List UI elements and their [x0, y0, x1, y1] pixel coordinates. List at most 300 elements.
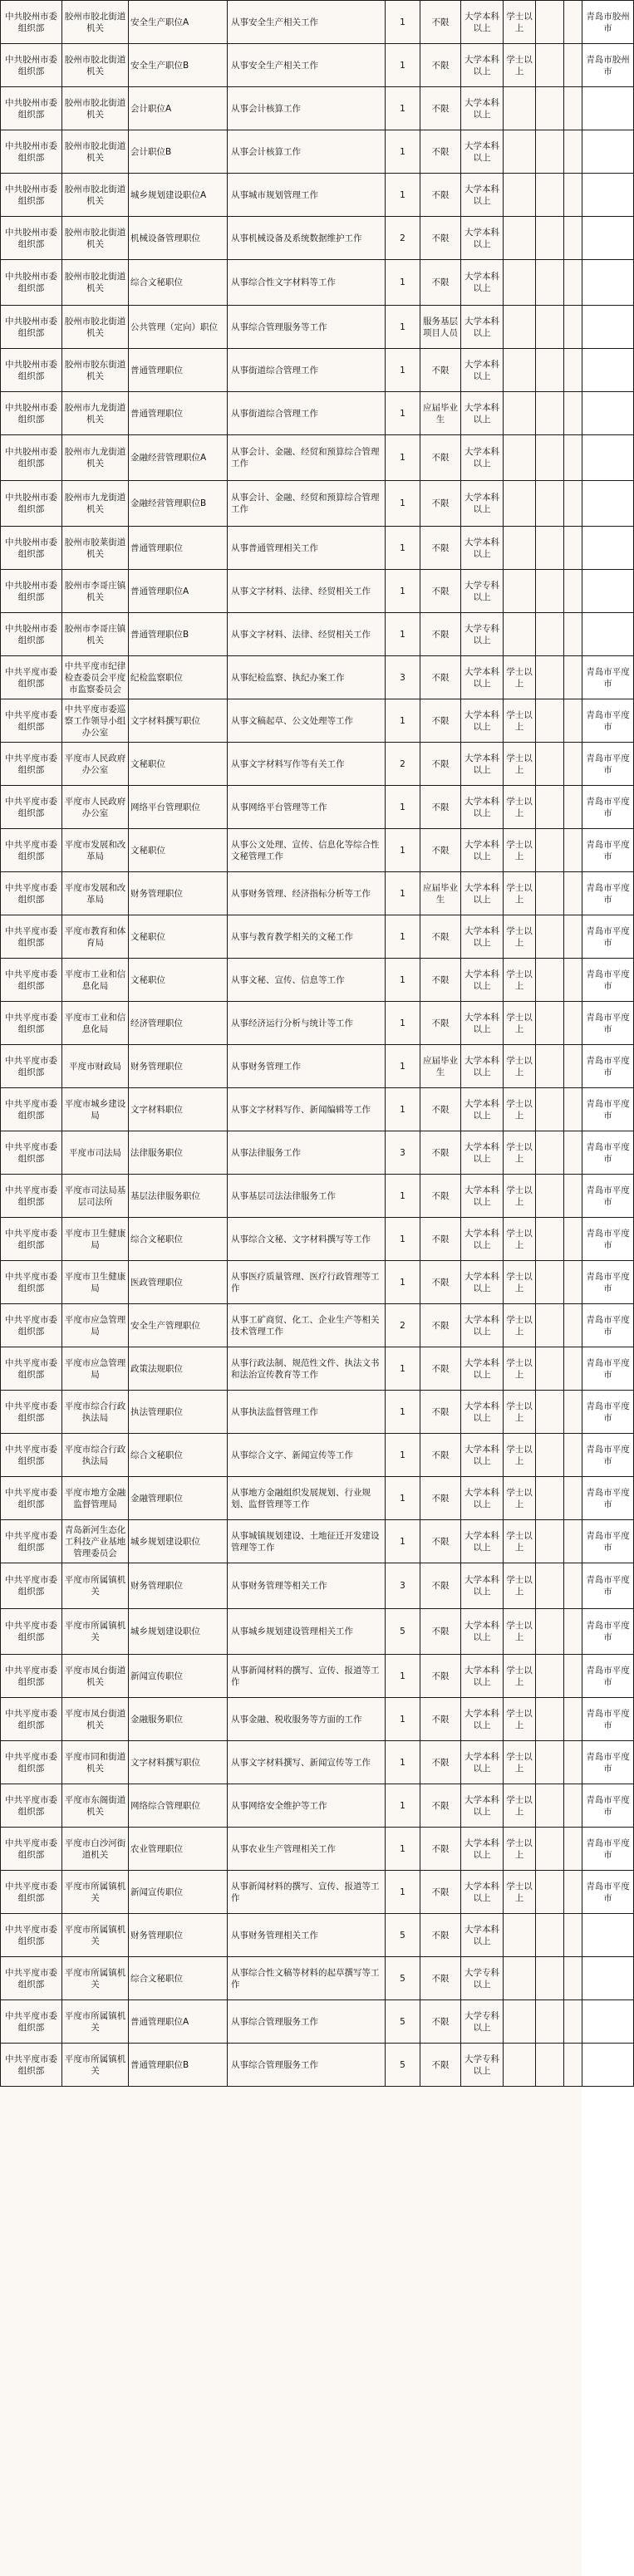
cell-headcount: 5	[386, 1914, 420, 1957]
cell-major	[536, 527, 564, 570]
cell-candidate-source: 不限	[420, 481, 461, 527]
cell-degree: 学士以上	[504, 1391, 536, 1434]
cell-recruiting-department: 中共平度市委组织部	[1, 1304, 62, 1347]
cell-work-location	[582, 2044, 634, 2087]
cell-work-location: 青岛市胶州市	[582, 44, 634, 87]
cell-major	[536, 1828, 564, 1871]
cell-work-location: 青岛市平度市	[582, 829, 634, 872]
cell-education: 大学本科以上	[461, 1563, 504, 1609]
cell-degree: 学士以上	[504, 1563, 536, 1609]
cell-work-location	[582, 87, 634, 130]
cell-education: 大学本科以上	[461, 260, 504, 306]
cell-hiring-unit: 平度市所属镇机关	[62, 2044, 129, 2087]
cell-empty	[564, 1609, 582, 1655]
cell-hiring-unit: 平度市人民政府办公室	[62, 786, 129, 829]
cell-candidate-source: 不限	[420, 1131, 461, 1175]
cell-education: 大学本科以上	[461, 915, 504, 959]
cell-hiring-unit: 胶州市九龙街道机关	[62, 392, 129, 435]
cell-education: 大学专科以上	[461, 2044, 504, 2087]
cell-degree: 学士以上	[504, 1175, 536, 1218]
cell-position-name: 机械设备管理职位	[129, 217, 228, 260]
cell-headcount: 1	[386, 829, 420, 872]
cell-education: 大学本科以上	[461, 1477, 504, 1520]
cell-position-name: 文字材料撰写职位	[129, 699, 228, 743]
cell-empty	[564, 1434, 582, 1477]
cell-position-name: 财务管理职位	[129, 1914, 228, 1957]
cell-major	[536, 1347, 564, 1391]
cell-degree: 学士以上	[504, 1131, 536, 1175]
cell-candidate-source: 不限	[420, 435, 461, 481]
cell-job-content: 从事会计核算工作	[228, 130, 386, 174]
cell-work-location: 青岛市平度市	[582, 1563, 634, 1609]
cell-empty	[564, 1563, 582, 1609]
cell-headcount: 1	[386, 1347, 420, 1391]
cell-work-location	[582, 435, 634, 481]
cell-candidate-source: 不限	[420, 959, 461, 1002]
cell-position-name: 普通管理职位B	[129, 2044, 228, 2087]
cell-major	[536, 743, 564, 786]
cell-education: 大学本科以上	[461, 743, 504, 786]
cell-education: 大学本科以上	[461, 349, 504, 392]
cell-empty	[564, 527, 582, 570]
cell-work-location: 青岛市平度市	[582, 1698, 634, 1741]
cell-job-content: 从事纪检监察、执纪办案工作	[228, 656, 386, 699]
cell-hiring-unit: 平度市卫生健康局	[62, 1218, 129, 1261]
cell-work-location: 青岛市平度市	[582, 1218, 634, 1261]
cell-degree: 学士以上	[504, 786, 536, 829]
cell-recruiting-department: 中共平度市委组织部	[1, 1002, 62, 1045]
cell-job-content: 从事与教育教学相关的文秘工作	[228, 915, 386, 959]
cell-education: 大学本科以上	[461, 481, 504, 527]
cell-work-location: 青岛市平度市	[582, 1741, 634, 1784]
cell-recruiting-department: 中共平度市委组织部	[1, 1741, 62, 1784]
cell-headcount: 1	[386, 1520, 420, 1563]
cell-position-name: 综合文秘职位	[129, 260, 228, 306]
cell-position-name: 金融管理职位	[129, 1477, 228, 1520]
cell-work-location: 青岛市平度市	[582, 1828, 634, 1871]
cell-work-location: 青岛市平度市	[582, 1304, 634, 1347]
cell-job-content: 从事机械设备及系统数据维护工作	[228, 217, 386, 260]
table-row	[1, 1609, 634, 1655]
cell-education: 大学本科以上	[461, 959, 504, 1002]
cell-empty	[564, 656, 582, 699]
table-row	[1, 1, 634, 44]
cell-work-location	[582, 306, 634, 349]
cell-recruiting-department: 中共平度市委组织部	[1, 1914, 62, 1957]
cell-major	[536, 1871, 564, 1914]
cell-recruiting-department: 中共平度市委组织部	[1, 1871, 62, 1914]
cell-hiring-unit: 胶州市九龙街道机关	[62, 481, 129, 527]
cell-work-location: 青岛市平度市	[582, 1609, 634, 1655]
cell-empty	[564, 1304, 582, 1347]
cell-degree	[504, 1914, 536, 1957]
cell-major	[536, 260, 564, 306]
cell-education: 大学本科以上	[461, 1131, 504, 1175]
cell-education: 大学本科以上	[461, 1002, 504, 1045]
cell-hiring-unit: 平度市所属镇机关	[62, 1609, 129, 1655]
cell-recruiting-department: 中共胶州市委组织部	[1, 349, 62, 392]
cell-empty	[564, 1391, 582, 1434]
cell-job-content: 从事法律服务工作	[228, 1131, 386, 1175]
cell-major	[536, 1520, 564, 1563]
cell-empty	[564, 1784, 582, 1828]
cell-empty	[564, 1957, 582, 2000]
cell-hiring-unit: 中共平度市委巡察工作领导小组办公室	[62, 699, 129, 743]
cell-education: 大学本科以上	[461, 306, 504, 349]
cell-job-content: 从事财务管理、经济指标分析等工作	[228, 872, 386, 915]
cell-empty	[564, 1131, 582, 1175]
cell-position-name: 经济管理职位	[129, 1002, 228, 1045]
cell-hiring-unit: 胶州市胶北街道机关	[62, 87, 129, 130]
cell-recruiting-department: 中共平度市委组织部	[1, 2000, 62, 2044]
cell-job-content: 从事街道综合管理工作	[228, 392, 386, 435]
cell-degree	[504, 435, 536, 481]
cell-hiring-unit: 平度市凤台街道机关	[62, 1655, 129, 1698]
cell-position-name: 网络综合管理职位	[129, 1784, 228, 1828]
cell-recruiting-department: 中共平度市委组织部	[1, 1784, 62, 1828]
cell-education: 大学本科以上	[461, 1655, 504, 1698]
cell-empty	[564, 1, 582, 44]
cell-degree	[504, 613, 536, 656]
cell-education: 大学本科以上	[461, 1261, 504, 1304]
cell-hiring-unit: 平度市所属镇机关	[62, 1871, 129, 1914]
cell-empty	[564, 2044, 582, 2087]
cell-position-name: 文字材料职位	[129, 1088, 228, 1131]
cell-empty	[564, 1218, 582, 1261]
cell-work-location	[582, 174, 634, 217]
cell-hiring-unit: 胶州市九龙街道机关	[62, 435, 129, 481]
cell-major	[536, 959, 564, 1002]
table-row	[1, 392, 634, 435]
cell-candidate-source: 不限	[420, 613, 461, 656]
cell-empty	[564, 44, 582, 87]
cell-job-content: 从事执法监督管理工作	[228, 1391, 386, 1434]
cell-position-name: 政策法规职位	[129, 1347, 228, 1391]
cell-degree	[504, 481, 536, 527]
cell-job-content: 从事安全生产相关工作	[228, 44, 386, 87]
cell-major	[536, 481, 564, 527]
cell-job-content: 从事财务管理工作	[228, 1045, 386, 1088]
cell-empty	[564, 1045, 582, 1088]
cell-recruiting-department: 中共胶州市委组织部	[1, 481, 62, 527]
cell-work-location: 青岛市平度市	[582, 1002, 634, 1045]
cell-hiring-unit: 平度市教育和体育局	[62, 915, 129, 959]
cell-empty	[564, 743, 582, 786]
cell-headcount: 5	[386, 1957, 420, 2000]
cell-education: 大学专科以上	[461, 570, 504, 613]
cell-candidate-source: 不限	[420, 1563, 461, 1609]
cell-education: 大学本科以上	[461, 1045, 504, 1088]
cell-recruiting-department: 中共平度市委组织部	[1, 1520, 62, 1563]
cell-job-content: 从事文稿起草、公文处理等工作	[228, 699, 386, 743]
cell-recruiting-department: 中共胶州市委组织部	[1, 1, 62, 44]
cell-hiring-unit: 平度市所属镇机关	[62, 1914, 129, 1957]
cell-major	[536, 1477, 564, 1520]
table-row	[1, 349, 634, 392]
table-row	[1, 130, 634, 174]
cell-major	[536, 392, 564, 435]
cell-degree	[504, 1957, 536, 2000]
cell-empty	[564, 829, 582, 872]
cell-job-content: 从事文字材料写作、新闻编辑等工作	[228, 1088, 386, 1131]
cell-degree: 学士以上	[504, 1871, 536, 1914]
cell-position-name: 财务管理职位	[129, 872, 228, 915]
cell-empty	[564, 1002, 582, 1045]
cell-degree: 学士以上	[504, 743, 536, 786]
table-row	[1, 44, 634, 87]
table-row	[1, 1347, 634, 1391]
cell-position-name: 普通管理职位	[129, 349, 228, 392]
cell-hiring-unit: 平度市所属镇机关	[62, 1957, 129, 2000]
cell-hiring-unit: 平度市凤台街道机关	[62, 1698, 129, 1741]
cell-major	[536, 1261, 564, 1304]
cell-recruiting-department: 中共平度市委组织部	[1, 872, 62, 915]
cell-empty	[564, 1477, 582, 1520]
table-row	[1, 1304, 634, 1347]
cell-candidate-source: 应届毕业生	[420, 392, 461, 435]
cell-education: 大学本科以上	[461, 656, 504, 699]
cell-major	[536, 1304, 564, 1347]
cell-headcount: 1	[386, 1741, 420, 1784]
cell-recruiting-department: 中共胶州市委组织部	[1, 306, 62, 349]
cell-degree: 学士以上	[504, 1088, 536, 1131]
cell-job-content: 从事公文处理、宣传、信息化等综合性文秘管理工作	[228, 829, 386, 872]
cell-major	[536, 1045, 564, 1088]
table-row	[1, 1563, 634, 1609]
cell-job-content: 从事文字材料写作等有关工作	[228, 743, 386, 786]
cell-education: 大学本科以上	[461, 1391, 504, 1434]
cell-education: 大学本科以上	[461, 1784, 504, 1828]
cell-degree: 学士以上	[504, 1002, 536, 1045]
cell-headcount: 1	[386, 915, 420, 959]
cell-major	[536, 872, 564, 915]
table-row	[1, 1477, 634, 1520]
cell-headcount: 1	[386, 1261, 420, 1304]
table-row	[1, 1131, 634, 1175]
cell-empty	[564, 1914, 582, 1957]
cell-job-content: 从事地方金融组织发展规划、行业规划、监督管理等工作	[228, 1477, 386, 1520]
cell-major	[536, 786, 564, 829]
cell-hiring-unit: 平度市发展和改革局	[62, 829, 129, 872]
cell-recruiting-department: 中共平度市委组织部	[1, 1261, 62, 1304]
cell-position-name: 医政管理职位	[129, 1261, 228, 1304]
cell-work-location: 青岛市平度市	[582, 1045, 634, 1088]
cell-candidate-source: 不限	[420, 699, 461, 743]
table-row	[1, 174, 634, 217]
cell-education: 大学本科以上	[461, 699, 504, 743]
cell-candidate-source: 不限	[420, 527, 461, 570]
cell-hiring-unit: 胶州市胶北街道机关	[62, 130, 129, 174]
cell-headcount: 1	[386, 306, 420, 349]
cell-major	[536, 130, 564, 174]
cell-hiring-unit: 胶州市胶北街道机关	[62, 217, 129, 260]
table-row	[1, 1828, 634, 1871]
cell-major	[536, 1, 564, 44]
cell-job-content: 从事文字材料撰写、新闻宣传等工作	[228, 1741, 386, 1784]
cell-position-name: 会计职位A	[129, 87, 228, 130]
cell-empty	[564, 570, 582, 613]
cell-headcount: 3	[386, 656, 420, 699]
cell-candidate-source: 不限	[420, 1002, 461, 1045]
cell-position-name: 金融经营管理职位A	[129, 435, 228, 481]
cell-major	[536, 1609, 564, 1655]
cell-job-content: 从事新闻材料的撰写、宣传、报道等工作	[228, 1655, 386, 1698]
cell-headcount: 3	[386, 1131, 420, 1175]
cell-job-content: 从事综合文秘、文字材料撰写等工作	[228, 1218, 386, 1261]
cell-job-content: 从事综合文字、新闻宣传等工作	[228, 1434, 386, 1477]
cell-job-content: 从事会计核算工作	[228, 87, 386, 130]
cell-degree: 学士以上	[504, 915, 536, 959]
table-row	[1, 1391, 634, 1434]
cell-candidate-source: 不限	[420, 1609, 461, 1655]
cell-recruiting-department: 中共胶州市委组织部	[1, 435, 62, 481]
cell-work-location: 青岛市胶州市	[582, 1, 634, 44]
cell-education: 大学本科以上	[461, 87, 504, 130]
cell-hiring-unit: 平度市所属镇机关	[62, 2000, 129, 2044]
cell-position-name: 纪检监察职位	[129, 656, 228, 699]
cell-work-location: 青岛市平度市	[582, 1434, 634, 1477]
cell-education: 大学本科以上	[461, 392, 504, 435]
cell-major	[536, 1088, 564, 1131]
cell-recruiting-department: 中共平度市委组织部	[1, 1131, 62, 1175]
cell-hiring-unit: 胶州市胶北街道机关	[62, 1, 129, 44]
cell-position-name: 城乡规划建设职位	[129, 1520, 228, 1563]
cell-job-content: 从事农业生产管理相关工作	[228, 1828, 386, 1871]
cell-major	[536, 349, 564, 392]
cell-hiring-unit: 平度市发展和改革局	[62, 872, 129, 915]
cell-candidate-source: 不限	[420, 570, 461, 613]
cell-work-location: 青岛市平度市	[582, 915, 634, 959]
cell-empty	[564, 1520, 582, 1563]
cell-major	[536, 174, 564, 217]
cell-degree	[504, 349, 536, 392]
cell-major	[536, 699, 564, 743]
cell-position-name: 综合文秘职位	[129, 1434, 228, 1477]
cell-job-content: 从事行政法制、规范性文件、执法文书和法治宣传教育等工作	[228, 1347, 386, 1391]
table-row	[1, 915, 634, 959]
cell-headcount: 1	[386, 1088, 420, 1131]
cell-recruiting-department: 中共胶州市委组织部	[1, 392, 62, 435]
cell-work-location: 青岛市平度市	[582, 1784, 634, 1828]
cell-job-content: 从事文字材料、法律、经贸相关工作	[228, 613, 386, 656]
cell-education: 大学本科以上	[461, 435, 504, 481]
table-row	[1, 743, 634, 786]
cell-candidate-source: 不限	[420, 786, 461, 829]
cell-recruiting-department: 中共平度市委组织部	[1, 915, 62, 959]
table-row	[1, 2000, 634, 2044]
cell-headcount: 1	[386, 44, 420, 87]
cell-education: 大学专科以上	[461, 613, 504, 656]
table-row	[1, 481, 634, 527]
cell-work-location: 青岛市平度市	[582, 872, 634, 915]
cell-education: 大学本科以上	[461, 1304, 504, 1347]
cell-job-content: 从事综合管理服务工作	[228, 2000, 386, 2044]
cell-empty	[564, 260, 582, 306]
cell-education: 大学专科以上	[461, 2000, 504, 2044]
cell-headcount: 1	[386, 613, 420, 656]
cell-empty	[564, 174, 582, 217]
cell-degree: 学士以上	[504, 44, 536, 87]
cell-degree	[504, 570, 536, 613]
cell-work-location	[582, 481, 634, 527]
cell-position-name: 文秘职位	[129, 959, 228, 1002]
table-row	[1, 1434, 634, 1477]
table-row	[1, 1957, 634, 2000]
cell-major	[536, 306, 564, 349]
cell-major	[536, 1131, 564, 1175]
cell-work-location	[582, 1957, 634, 2000]
cell-hiring-unit: 胶州市胶北街道机关	[62, 174, 129, 217]
table-row	[1, 1914, 634, 1957]
table-row	[1, 306, 634, 349]
table-row	[1, 1655, 634, 1698]
cell-major	[536, 87, 564, 130]
cell-recruiting-department: 中共平度市委组织部	[1, 1175, 62, 1218]
cell-degree: 学士以上	[504, 1520, 536, 1563]
table-row	[1, 1698, 634, 1741]
cell-headcount: 1	[386, 959, 420, 1002]
table-row	[1, 872, 634, 915]
cell-recruiting-department: 中共平度市委组织部	[1, 1218, 62, 1261]
cell-recruiting-department: 中共胶州市委组织部	[1, 130, 62, 174]
cell-job-content: 从事综合性文字材料等工作	[228, 260, 386, 306]
cell-candidate-source: 不限	[420, 1828, 461, 1871]
cell-education: 大学本科以上	[461, 174, 504, 217]
cell-education: 大学专科以上	[461, 1957, 504, 2000]
cell-recruiting-department: 中共平度市委组织部	[1, 1434, 62, 1477]
cell-major	[536, 570, 564, 613]
cell-major	[536, 1698, 564, 1741]
cell-headcount: 1	[386, 1045, 420, 1088]
cell-education: 大学本科以上	[461, 872, 504, 915]
cell-empty	[564, 959, 582, 1002]
cell-hiring-unit: 平度市应急管理局	[62, 1347, 129, 1391]
cell-hiring-unit: 青岛新河生态化工科技产业基地管理委员会	[62, 1520, 129, 1563]
cell-work-location: 青岛市平度市	[582, 1655, 634, 1698]
cell-job-content: 从事文秘、宣传、信息等工作	[228, 959, 386, 1002]
cell-job-content: 从事网络平台管理等工作	[228, 786, 386, 829]
cell-empty	[564, 872, 582, 915]
cell-headcount: 3	[386, 1563, 420, 1609]
cell-job-content: 从事城乡规划建设管理相关工作	[228, 1609, 386, 1655]
cell-major	[536, 1002, 564, 1045]
cell-empty	[564, 1175, 582, 1218]
cell-headcount: 1	[386, 174, 420, 217]
cell-candidate-source: 不限	[420, 2000, 461, 2044]
cell-education: 大学本科以上	[461, 1088, 504, 1131]
cell-major	[536, 1957, 564, 2000]
cell-hiring-unit: 平度市综合行政执法局	[62, 1434, 129, 1477]
cell-work-location	[582, 527, 634, 570]
cell-work-location	[582, 2000, 634, 2044]
cell-education: 大学本科以上	[461, 217, 504, 260]
cell-headcount: 5	[386, 2044, 420, 2087]
cell-candidate-source: 不限	[420, 1218, 461, 1261]
cell-headcount: 1	[386, 1871, 420, 1914]
cell-recruiting-department: 中共平度市委组织部	[1, 786, 62, 829]
cell-major	[536, 2000, 564, 2044]
cell-job-content: 从事经济运行分析与统计等工作	[228, 1002, 386, 1045]
cell-job-content: 从事医疗质量管理、医疗行政管理等工作	[228, 1261, 386, 1304]
cell-degree: 学士以上	[504, 1784, 536, 1828]
cell-headcount: 2	[386, 743, 420, 786]
cell-recruiting-department: 中共平度市委组织部	[1, 829, 62, 872]
cell-position-name: 文秘职位	[129, 743, 228, 786]
cell-work-location	[582, 130, 634, 174]
table-row	[1, 656, 634, 699]
cell-major	[536, 915, 564, 959]
table-row	[1, 829, 634, 872]
